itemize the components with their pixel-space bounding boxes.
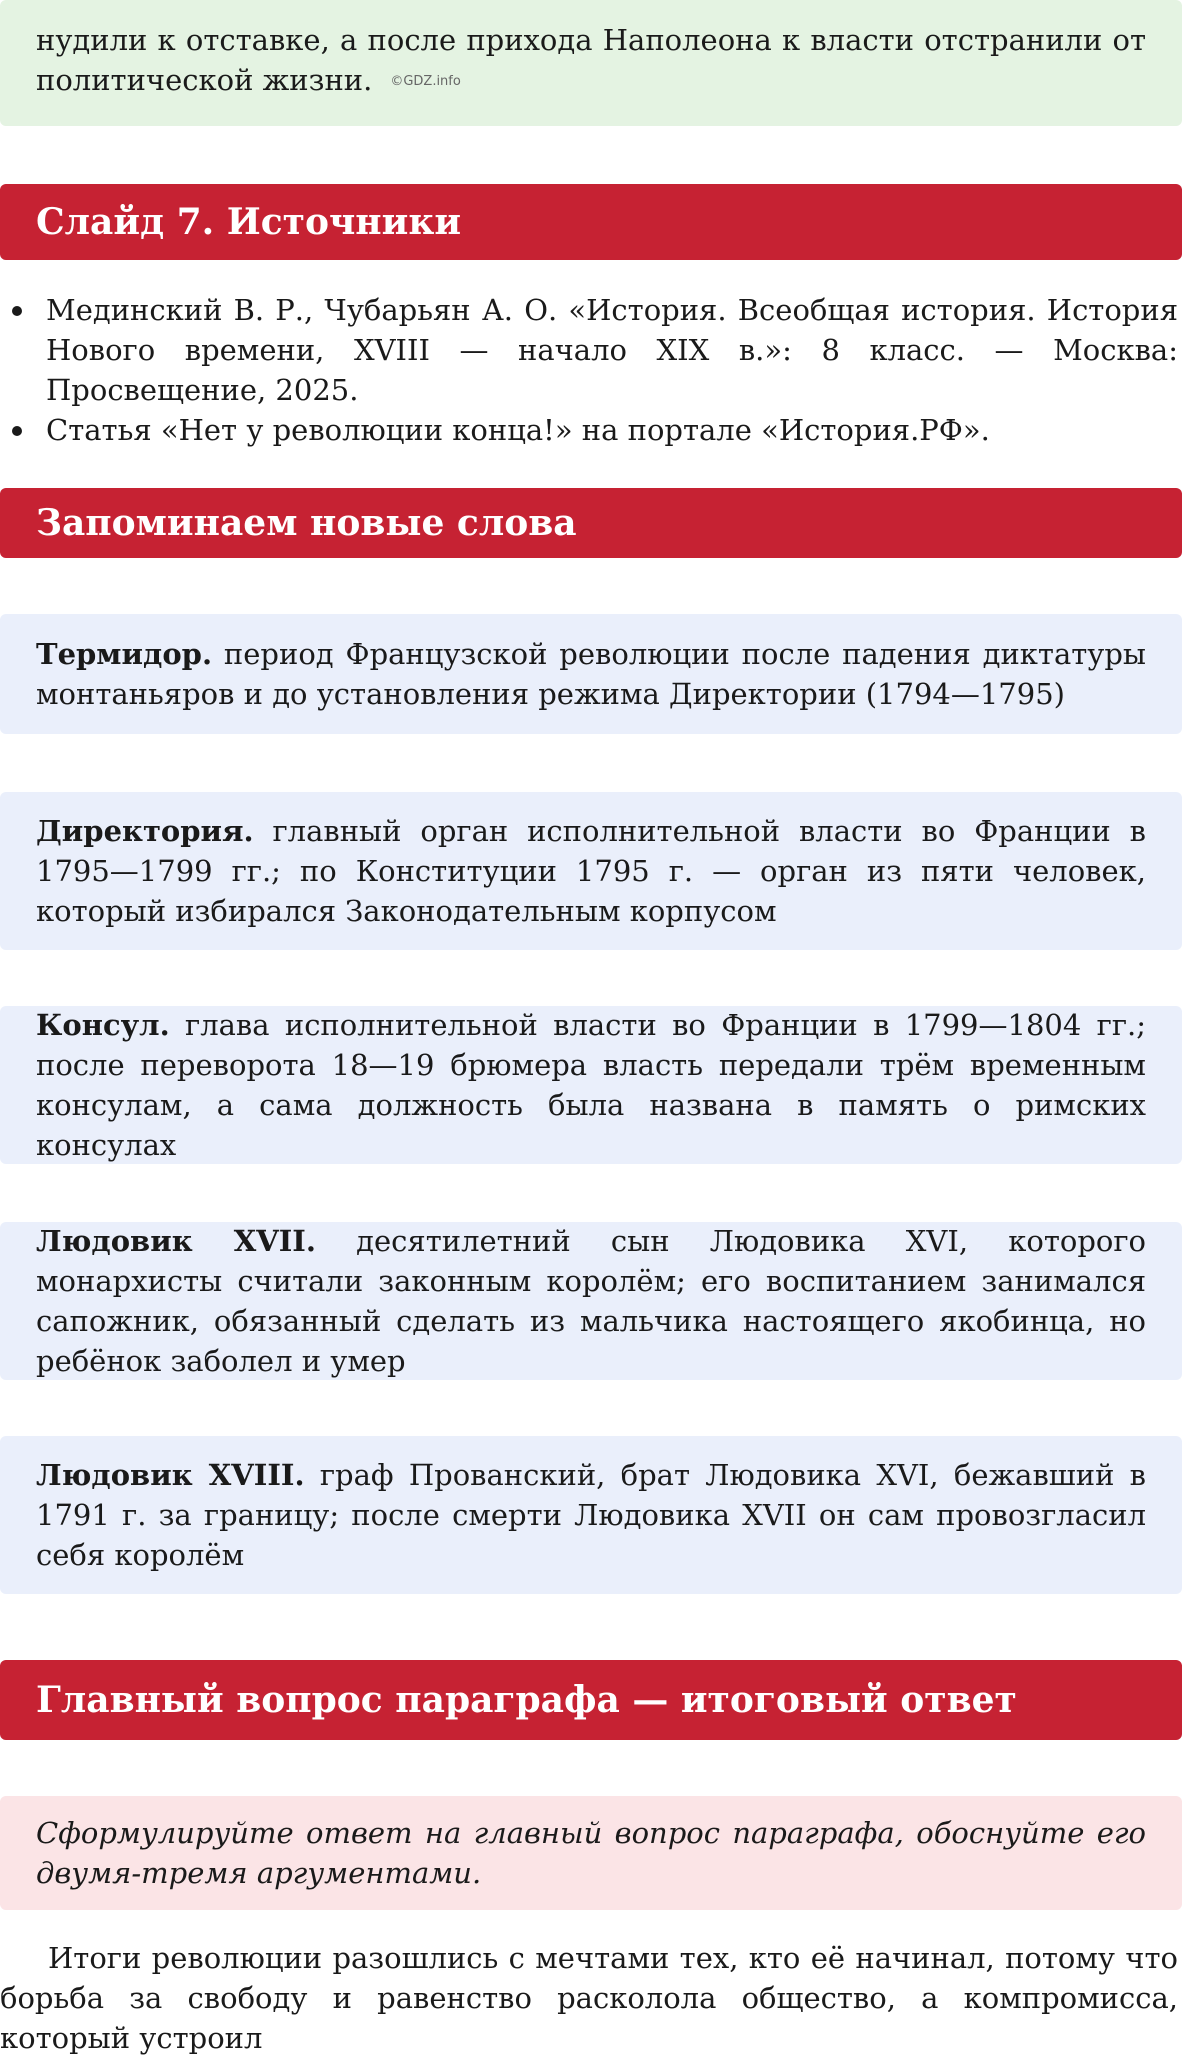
final-answer-text: Итоги революции разошлись с мечтами тех, кто её начинал, потому что борьба за свободу и равенство расколола общество, а компромисса, который устроил <box>0 1941 1178 2055</box>
term-paragraph <box>36 811 1146 931</box>
term-title: Людовик XVII. <box>36 1224 316 1258</box>
term-paragraph <box>36 1455 1146 1575</box>
term-definition: глава исполнительной власти во Франции в 1799—1804 гг.; после переворота 18—19 брюмера власть передали трём временным консулам, а сама должность была названа в память о римских консулах <box>36 1008 1146 1162</box>
gdz-stamp: ©GDZ.info <box>390 74 461 89</box>
term-title: Консул. <box>36 1008 170 1042</box>
sources-list <box>0 290 1182 450</box>
term-definition: период Французской революции после падения диктатуры монтаньяров и до установления режима Директории (1794—1795) <box>36 637 1146 711</box>
term-title: Людовик XVIII. <box>36 1458 305 1492</box>
main-question-header <box>0 1660 1182 1740</box>
main-question-header-text: Главный вопрос параграфа — итоговый ответ <box>36 1679 1017 1721</box>
source-item <box>0 290 1182 410</box>
intro-paragraph <box>36 20 1146 102</box>
term-paragraph <box>36 1005 1146 1165</box>
term-box-louis-xviii <box>0 1436 1182 1594</box>
term-paragraph <box>36 634 1146 714</box>
source-item <box>0 410 1182 450</box>
vocab-header-text: Запоминаем новые слова <box>36 502 577 544</box>
task-box <box>0 1796 1182 1910</box>
term-definition: десятилетний сын Людовика XVI, которого монархисты считали законным королём; его воспитанием занимался сапожник, обязанный сделать из мальчика настоящего якобинца, но ребёнок заболел и умер <box>36 1224 1146 1378</box>
bullet-icon <box>12 426 22 436</box>
term-paragraph <box>36 1221 1146 1381</box>
source-item-text: Статья «Нет у революции конца!» на портале «История.РФ». <box>46 413 990 447</box>
intro-text: нудили к отставке, а после прихода Наполеона к власти отстранили от политической жизни. <box>36 23 1146 97</box>
term-title: Термидор. <box>36 637 213 671</box>
term-box-consul <box>0 1006 1182 1164</box>
term-box-louis-xvii <box>0 1222 1182 1380</box>
term-box-directory <box>0 792 1182 950</box>
vocab-header <box>0 488 1182 558</box>
slide7-header-text: Слайд 7. Источники <box>36 201 462 243</box>
term-box-thermidor <box>0 614 1182 734</box>
task-text: Сформулируйте ответ на главный вопрос параграфа, обоснуйте его двумя-тремя аргументами. <box>36 1816 1146 1890</box>
intro-box <box>0 0 1182 126</box>
term-title: Директория. <box>36 814 254 848</box>
bullet-icon <box>12 306 22 316</box>
term-definition: главный орган исполнительной власти во Франции в 1795—1799 гг.; по Конституции 1795 г. — орган из пяти человек, который избирался Законодательным корпусом <box>36 814 1146 928</box>
term-definition: граф Прованский, брат Людовика XVI, бежавший в 1791 г. за границу; после смерти Людовика XVII он сам провозгласил себя королём <box>36 1458 1146 1572</box>
slide7-header <box>0 184 1182 260</box>
source-item-text: Мединский В. Р., Чубарьян А. О. «История. Всеобщая история. История Нового времени, XVIII — начало XIX в.»: 8 класс. — Москва: Просвещение, 2025. <box>46 293 1178 407</box>
